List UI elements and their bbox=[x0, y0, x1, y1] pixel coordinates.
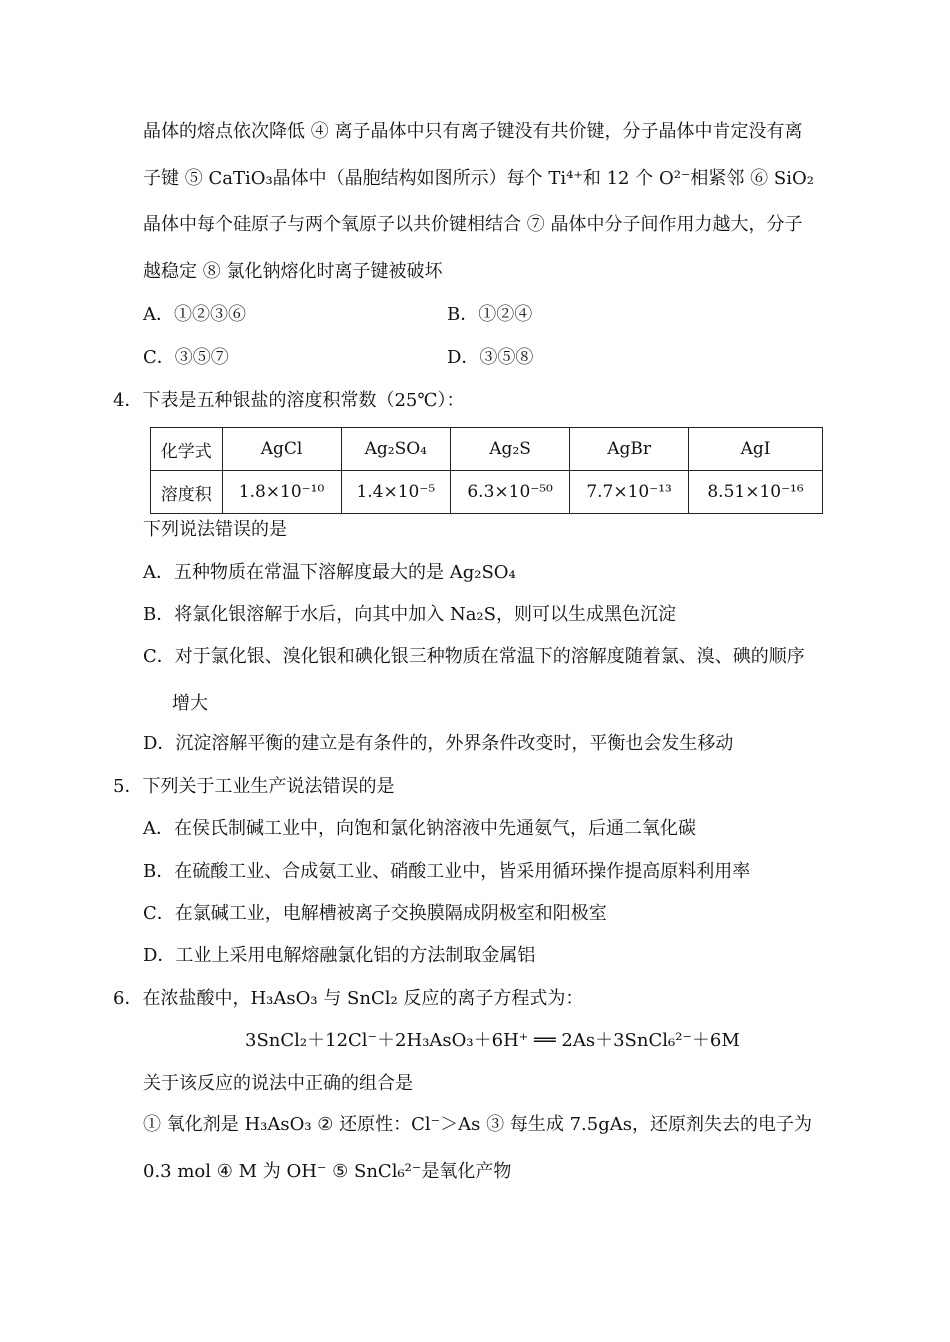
q4-option-a: A．五种物质在常温下溶解度最大的是 Ag₂SO₄ bbox=[143, 562, 516, 583]
q5-option-c: C．在氯碱工业，电解槽被离子交换膜隔成阴极室和阳极室 bbox=[143, 903, 607, 924]
table-cell: AgBr bbox=[570, 428, 689, 471]
q5-option-d: D．工业上采用电解熔融氯化铝的方法制取金属铝 bbox=[143, 945, 536, 966]
table-cell: 溶度积 bbox=[151, 471, 223, 514]
table-cell: Ag₂SO₄ bbox=[341, 428, 451, 471]
q6-ionic-equation: 3SnCl₂＋12Cl⁻＋2H₃AsO₃＋6H⁺ ══ 2As＋3SnCl₆²⁻＋6M bbox=[245, 1030, 740, 1051]
q5-option-a: A．在侯氏制碱工业中，向饱和氯化钠溶液中先通氨气，后通二氧化碳 bbox=[143, 818, 696, 839]
q4-option-c-line-1: C．对于氯化银、溴化银和碘化银三种物质在常温下的溶解度随着氯、溴、碘的顺序 bbox=[143, 646, 805, 667]
q6-stem: 6．在浓盐酸中，H₃AsO₃ 与 SnCl₂ 反应的离子方程式为： bbox=[113, 988, 584, 1009]
q6-statements-line-2: 0.3 mol ④ M 为 OH⁻ ⑤ SnCl₆²⁻是氧化产物 bbox=[143, 1161, 512, 1182]
q3-option-c: C．③⑤⑦ bbox=[143, 347, 229, 368]
q4-prompt: 下列说法错误的是 bbox=[143, 519, 287, 540]
q3-text-line-4: 越稳定 ⑧ 氯化钠熔化时离子键被破坏 bbox=[143, 261, 443, 282]
table-cell: 1.8×10⁻¹⁰ bbox=[222, 471, 341, 514]
q3-text-line-1: 晶体的熔点依次降低 ④ 离子晶体中只有离子键没有共价键，分子晶体中肯定没有离 bbox=[143, 121, 803, 142]
q5-option-b: B．在硫酸工业、合成氨工业、硝酸工业中，皆采用循环操作提高原料利用率 bbox=[143, 861, 751, 882]
table-row bbox=[151, 471, 823, 514]
q4-option-c-line-2: 增大 bbox=[172, 693, 208, 714]
q4-option-b: B．将氯化银溶解于水后，向其中加入 Na₂S，则可以生成黑色沉淀 bbox=[143, 604, 676, 625]
solubility-product-table bbox=[150, 427, 823, 514]
table-cell: Ag₂S bbox=[451, 428, 570, 471]
q5-stem: 5．下列关于工业生产说法错误的是 bbox=[113, 776, 395, 797]
table-cell: AgI bbox=[689, 428, 823, 471]
q6-prompt: 关于该反应的说法中正确的组合是 bbox=[143, 1073, 413, 1094]
q3-option-d: D．③⑤⑧ bbox=[447, 347, 534, 368]
q6-statements-line-1: ① 氧化剂是 H₃AsO₃ ② 还原性：Cl⁻＞As ③ 每生成 7.5gAs，还原剂失去的电子为 bbox=[143, 1114, 812, 1135]
q3-option-a: A．①②③⑥ bbox=[143, 304, 246, 325]
table-cell: 7.7×10⁻¹³ bbox=[570, 471, 689, 514]
table-cell: AgCl bbox=[222, 428, 341, 471]
q3-text-line-2: 子键 ⑤ CaTiO₃晶体中（晶胞结构如图所示）每个 Ti⁴⁺和 12 个 O²⁻相紧邻 ⑥ SiO₂ bbox=[143, 168, 814, 189]
q3-text-line-3: 晶体中每个硅原子与两个氧原子以共价键相结合 ⑦ 晶体中分子间作用力越大，分子 bbox=[143, 214, 803, 235]
table-cell: 化学式 bbox=[151, 428, 223, 471]
table-row bbox=[151, 428, 823, 471]
q4-stem: 4．下表是五种银盐的溶度积常数（25℃）： bbox=[113, 390, 465, 411]
table-cell: 1.4×10⁻⁵ bbox=[341, 471, 451, 514]
q3-option-b: B．①②④ bbox=[447, 304, 533, 325]
q4-option-d: D．沉淀溶解平衡的建立是有条件的，外界条件改变时，平衡也会发生移动 bbox=[143, 733, 734, 754]
table-cell: 8.51×10⁻¹⁶ bbox=[689, 471, 823, 514]
table-cell: 6.3×10⁻⁵⁰ bbox=[451, 471, 570, 514]
